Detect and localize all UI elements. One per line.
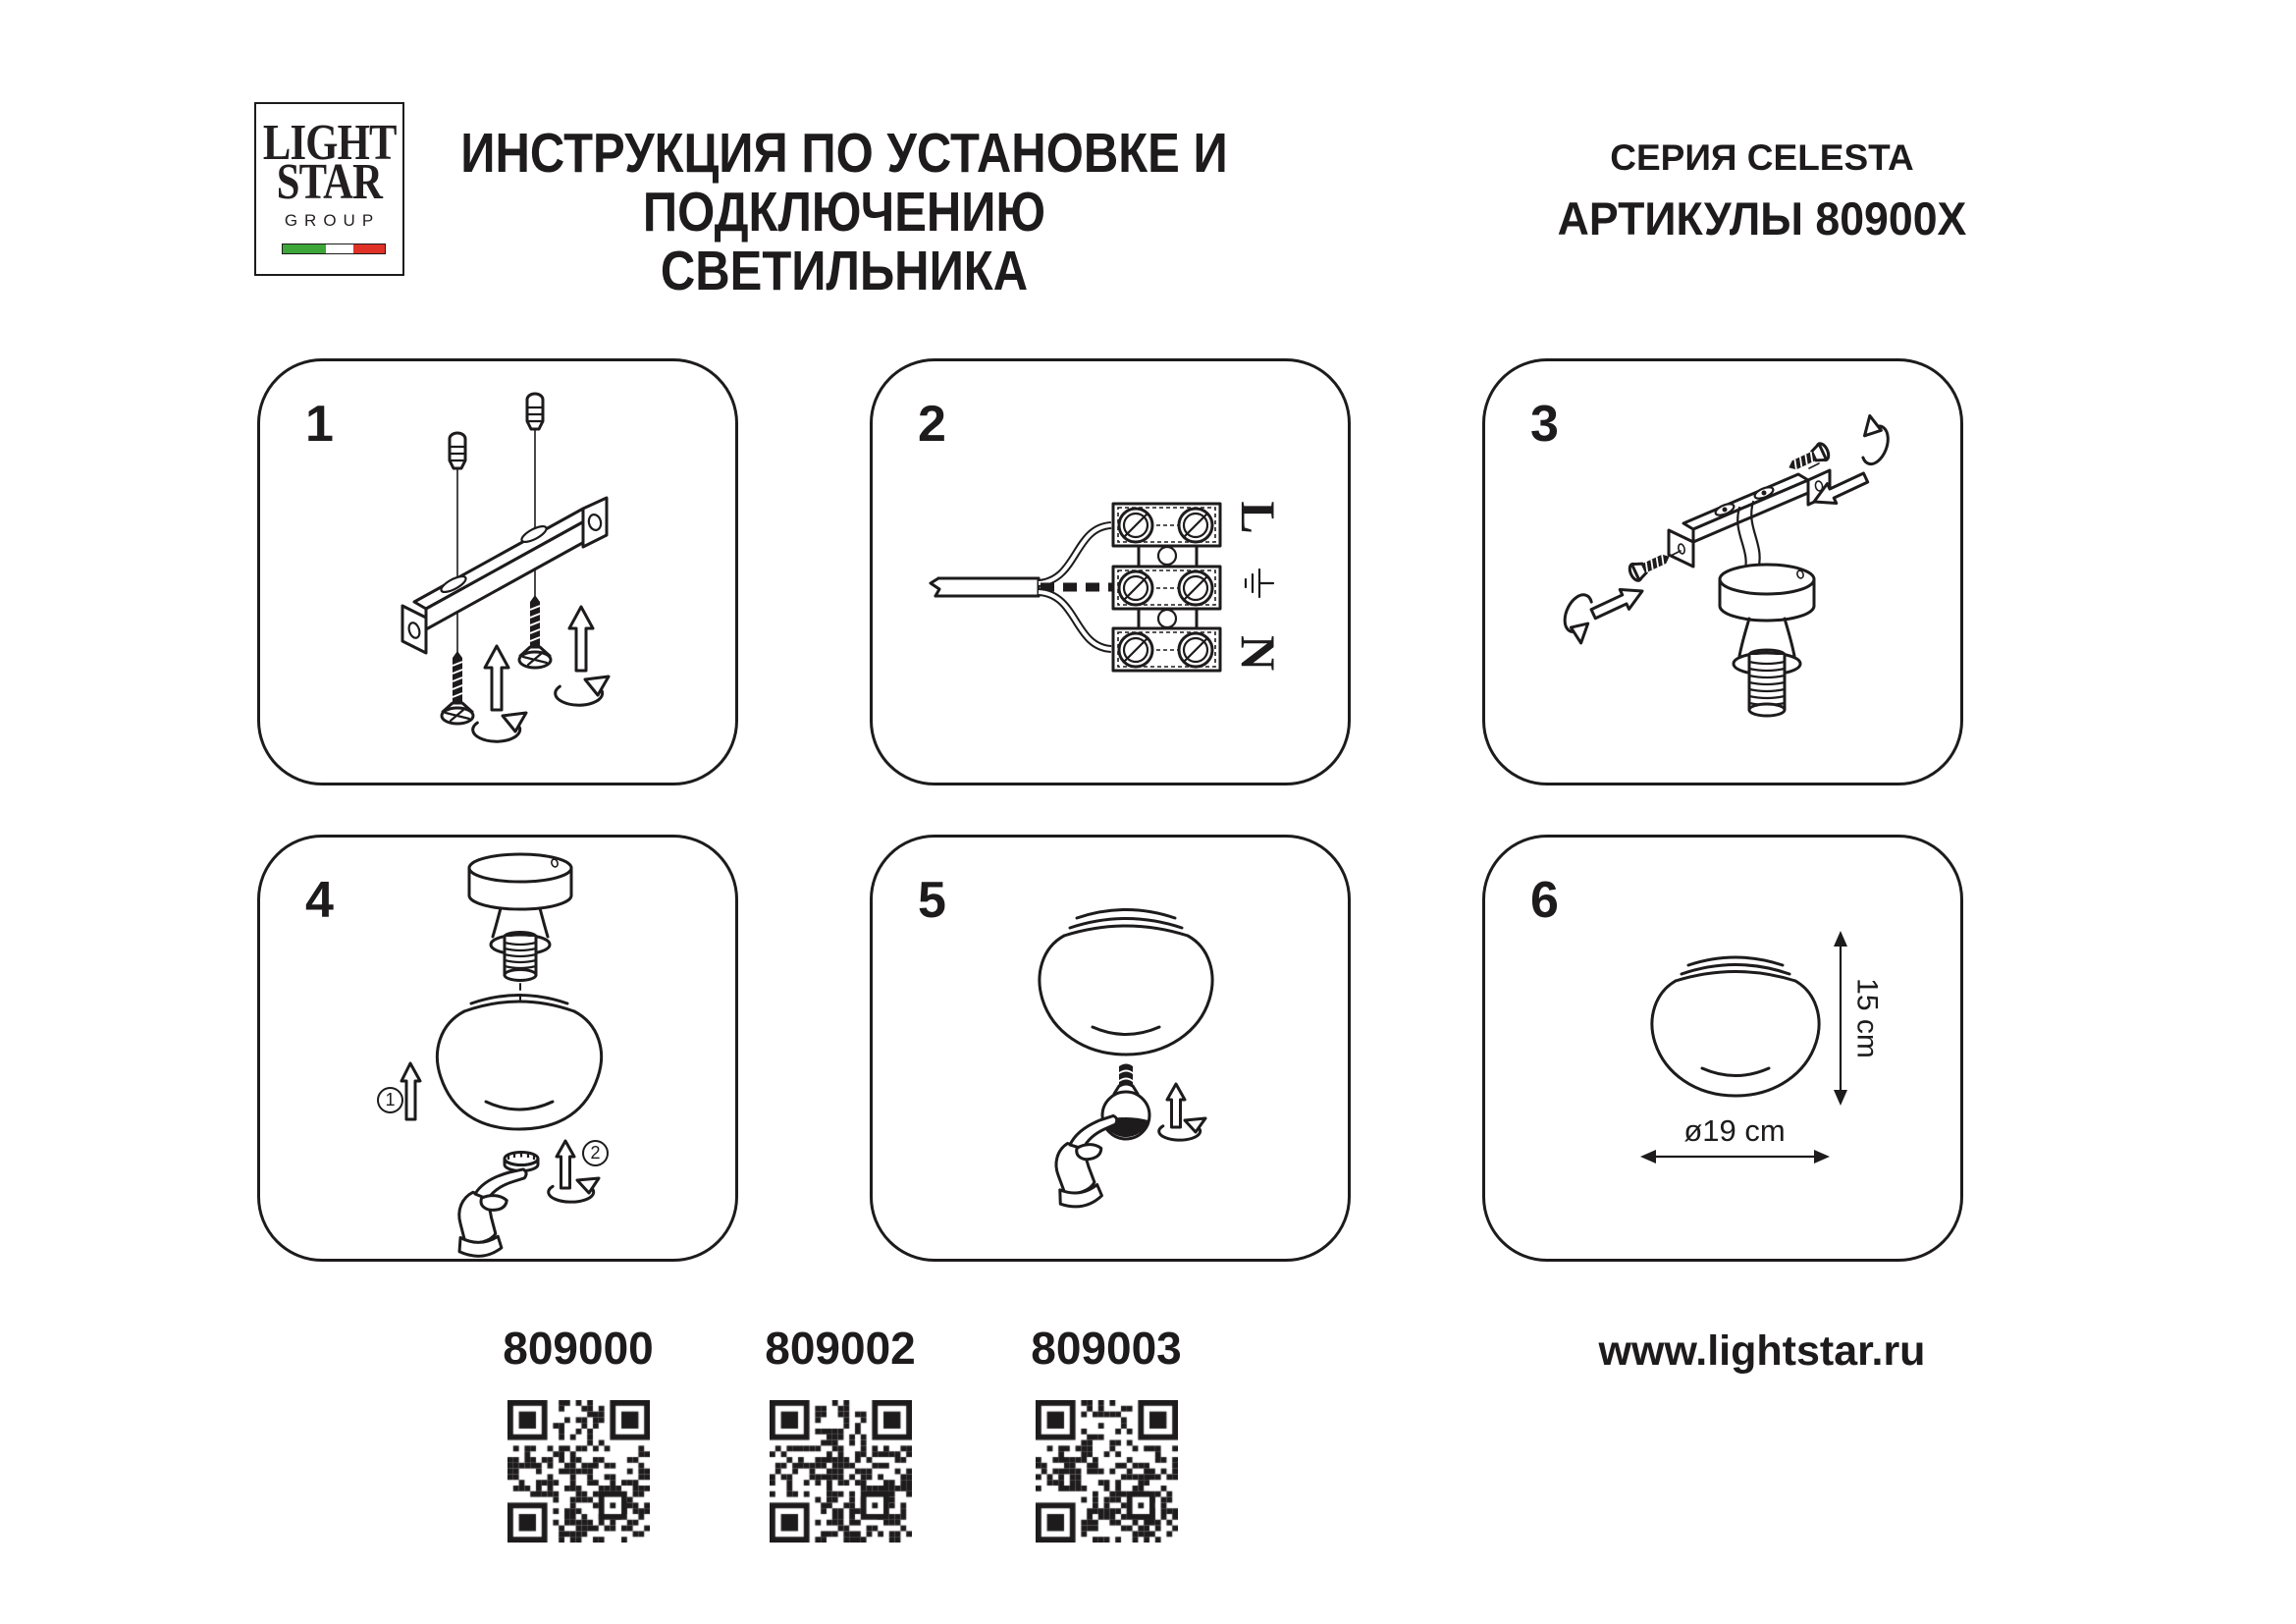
up-arrow-icon: [1167, 1084, 1185, 1127]
terminal-segment: [1113, 628, 1220, 671]
title-line-1: ИНСТРУКЦИЯ ПО УСТАНОВКЕ И: [460, 122, 1228, 185]
step-panel-2: [870, 358, 1351, 785]
screw-icon: [1786, 442, 1832, 475]
hand-icon: [450, 1169, 537, 1260]
glass-shade: [1652, 957, 1819, 1096]
rotate-arrow-icon: [1159, 1118, 1205, 1140]
terminal-segment: [1113, 504, 1220, 546]
step-number: 1: [305, 396, 334, 453]
height-label: 15 cm: [1850, 978, 1884, 1058]
callout-1: 1: [377, 1087, 403, 1113]
wall-plug-icon: [527, 394, 543, 429]
mounting-bracket: [1669, 470, 1830, 567]
step-panel-1: [257, 358, 738, 785]
product-code: 809002: [765, 1323, 916, 1374]
screw-icon: [442, 651, 473, 724]
logo-group: GROUP: [284, 211, 381, 230]
logo-star: STAR: [276, 154, 383, 210]
step-number: 4: [305, 872, 334, 929]
earth-ground-icon: [1246, 569, 1273, 597]
up-arrow-icon: [557, 1141, 574, 1188]
ceiling-canopy: [469, 854, 571, 1003]
step-number: 5: [918, 872, 946, 929]
screw-icon: [519, 595, 551, 668]
product-809003: [998, 1322, 1214, 1547]
step-number: 3: [1530, 396, 1559, 453]
rotate-arrow-icon: [473, 713, 526, 741]
step-number: 2: [918, 396, 946, 453]
product-809002: [732, 1322, 948, 1547]
terminal-label-neutral: N: [1231, 634, 1286, 672]
rotate-arrow-icon: [1854, 415, 1895, 467]
rotate-arrow-icon: [549, 1178, 599, 1202]
title-line-2: ПОДКЛЮЧЕНИЮ СВЕТИЛЬНИКА: [642, 181, 1046, 302]
series-label: СЕРИЯ CELESTA: [1610, 137, 1914, 178]
qr-code: [770, 1400, 912, 1543]
step-panel-3: [1482, 358, 1963, 785]
website-url: www.lightstar.ru: [1598, 1327, 1926, 1375]
terminal-label-line: L: [1231, 501, 1286, 534]
product-809000: [470, 1322, 686, 1547]
lightstar-logo: [254, 102, 404, 276]
terminal-segment: [1113, 567, 1220, 609]
step-number: 6: [1530, 872, 1559, 929]
glass-shade: [1040, 910, 1212, 1056]
rotate-arrow-icon: [556, 677, 609, 705]
cable: [931, 525, 1115, 649]
product-code: 809003: [1031, 1323, 1182, 1374]
page-title: [455, 124, 1232, 300]
wall-plug-icon: [450, 433, 465, 468]
glass-shade: [437, 996, 601, 1130]
up-arrow-icon: [485, 646, 508, 710]
step-panel-5: [870, 835, 1351, 1262]
screw-icon: [1628, 549, 1674, 582]
product-code: 809000: [503, 1323, 654, 1374]
step-panel-4: [257, 835, 738, 1262]
height-dimension: [1834, 931, 1847, 1106]
ring-nut: [505, 1153, 538, 1171]
logo-light: LIGHT: [262, 115, 397, 171]
qr-code: [507, 1400, 650, 1543]
italian-flag-icon: [282, 244, 386, 254]
up-arrow-icon: [569, 607, 593, 671]
guide-line: [1809, 463, 1819, 468]
step-panel-6: [1482, 835, 1963, 1262]
ceiling-canopy: [1720, 565, 1814, 716]
qr-code: [1036, 1400, 1178, 1543]
diameter-dimension: [1640, 1150, 1830, 1164]
callout-2: 2: [582, 1140, 609, 1166]
up-arrow-icon: [401, 1063, 420, 1119]
direction-arrow-icon: [1589, 581, 1647, 623]
articles-label: АРТИКУЛЫ 80900X: [1557, 192, 1967, 244]
terminal-block: [1113, 504, 1220, 671]
diameter-label: ø19 cm: [1683, 1113, 1786, 1148]
